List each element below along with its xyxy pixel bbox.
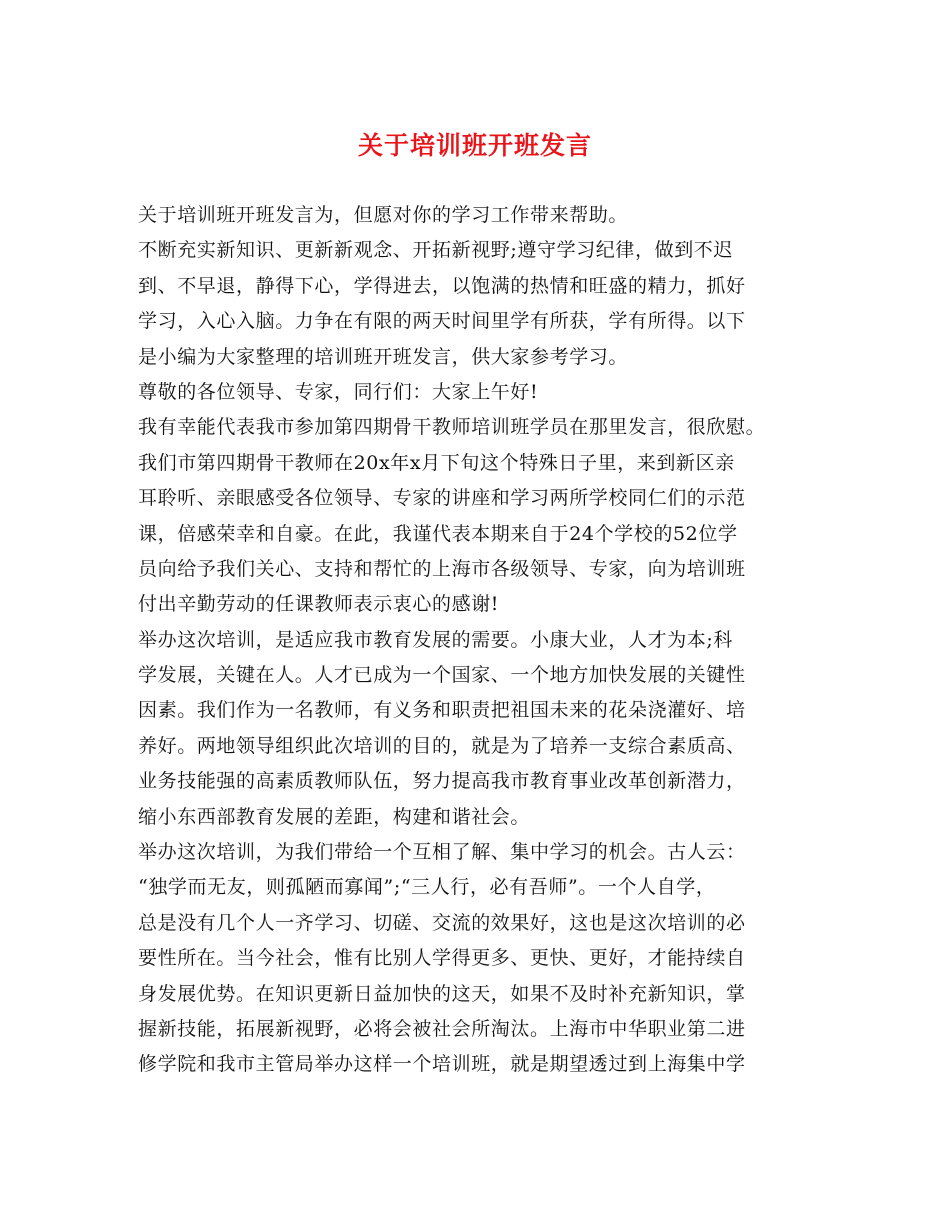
text-line: 不断充实新知识、更新新观念、开拓新视野;遵守学习纪律，做到不迟 [138,239,734,262]
text-line: 修学院和我市主管局举办这样一个培训班，就是期望透过到上海集中学 [138,1053,746,1076]
text-line: 总是没有几个人一齐学习、切磋、交流的效果好，这也是这次培训的必 [138,911,746,934]
text-line: 业务技能强的高素质教师队伍，努力提高我市教育事业改革创新潜力， [138,770,746,793]
text-line: 举办这次培训，是适应我市教育发展的需要。小康大业，人才为本;科 [138,628,734,651]
text-line: 要性所在。当今社会，惟有比别人学得更多、更快、更好，才能持续自 [138,947,746,970]
document-body [138,198,838,1083]
text-line: 是小编为大家整理的培训班开班发言，供大家参考学习。 [138,345,629,368]
text-line: 举办这次培训，为我们带给一个互相了解、集中学习的机会。古人云： [138,841,746,864]
text-line: 缩小东西部教育发展的差距，构建和谐社会。 [138,805,531,828]
text-line: 学发展，关键在人。人才已成为一个国家、一个地方加快发展的关键性 [138,664,746,687]
text-line: 我有幸能代表我市参加第四期骨干教师培训班学员在那里发言，很欣慰。 [138,416,766,439]
text-line: 尊敬的各位领导、专家，同行们：大家上午好! [138,380,539,403]
text-line: 学习，入心入脑。力争在有限的两天时间里学有所获，学有所得。以下 [138,310,746,333]
text-line: 我们市第四期骨干教师在20x年x月下旬这个特殊日子里，来到新区亲 [138,451,735,474]
document-title: 关于培训班开班发言 [357,131,592,160]
text-line: 到、不早退，静得下心，学得进去，以饱满的热情和旺盛的精力，抓好 [138,274,746,297]
text-line: “独学而无友，则孤陋而寡闻”;“三人行，必有吾师”。一个人自学， [138,876,716,899]
text-line: 课，倍感荣幸和自豪。在此，我谨代表本期来自于24个学校的52位学 [138,522,738,545]
text-line: 关于培训班开班发言为，但愿对你的学习工作带来帮助。 [138,204,629,226]
text-line: 因素。我们作为一名教师，有义务和职责把祖国未来的花朵浇灌好、培 [138,699,746,722]
text-line: 身发展优势。在知识更新日益加快的这天，如果不及时补充新知识，掌 [138,982,746,1005]
text-line: 付出辛勤劳动的任课教师表示衷心的感谢! [138,593,500,616]
text-line: 耳聆听、亲眼感受各位领导、专家的讲座和学习两所学校同仁们的示范 [138,487,746,510]
text-line: 握新技能，拓展新视野，必将会被社会所淘汰。上海市中华职业第二进 [138,1017,746,1040]
text-line: 员向给予我们关心、支持和帮忙的上海市各级领导、专家，向为培训班 [138,557,746,580]
text-line: 养好。两地领导组织此次培训的目的，就是为了培养一支综合素质高、 [138,734,746,757]
